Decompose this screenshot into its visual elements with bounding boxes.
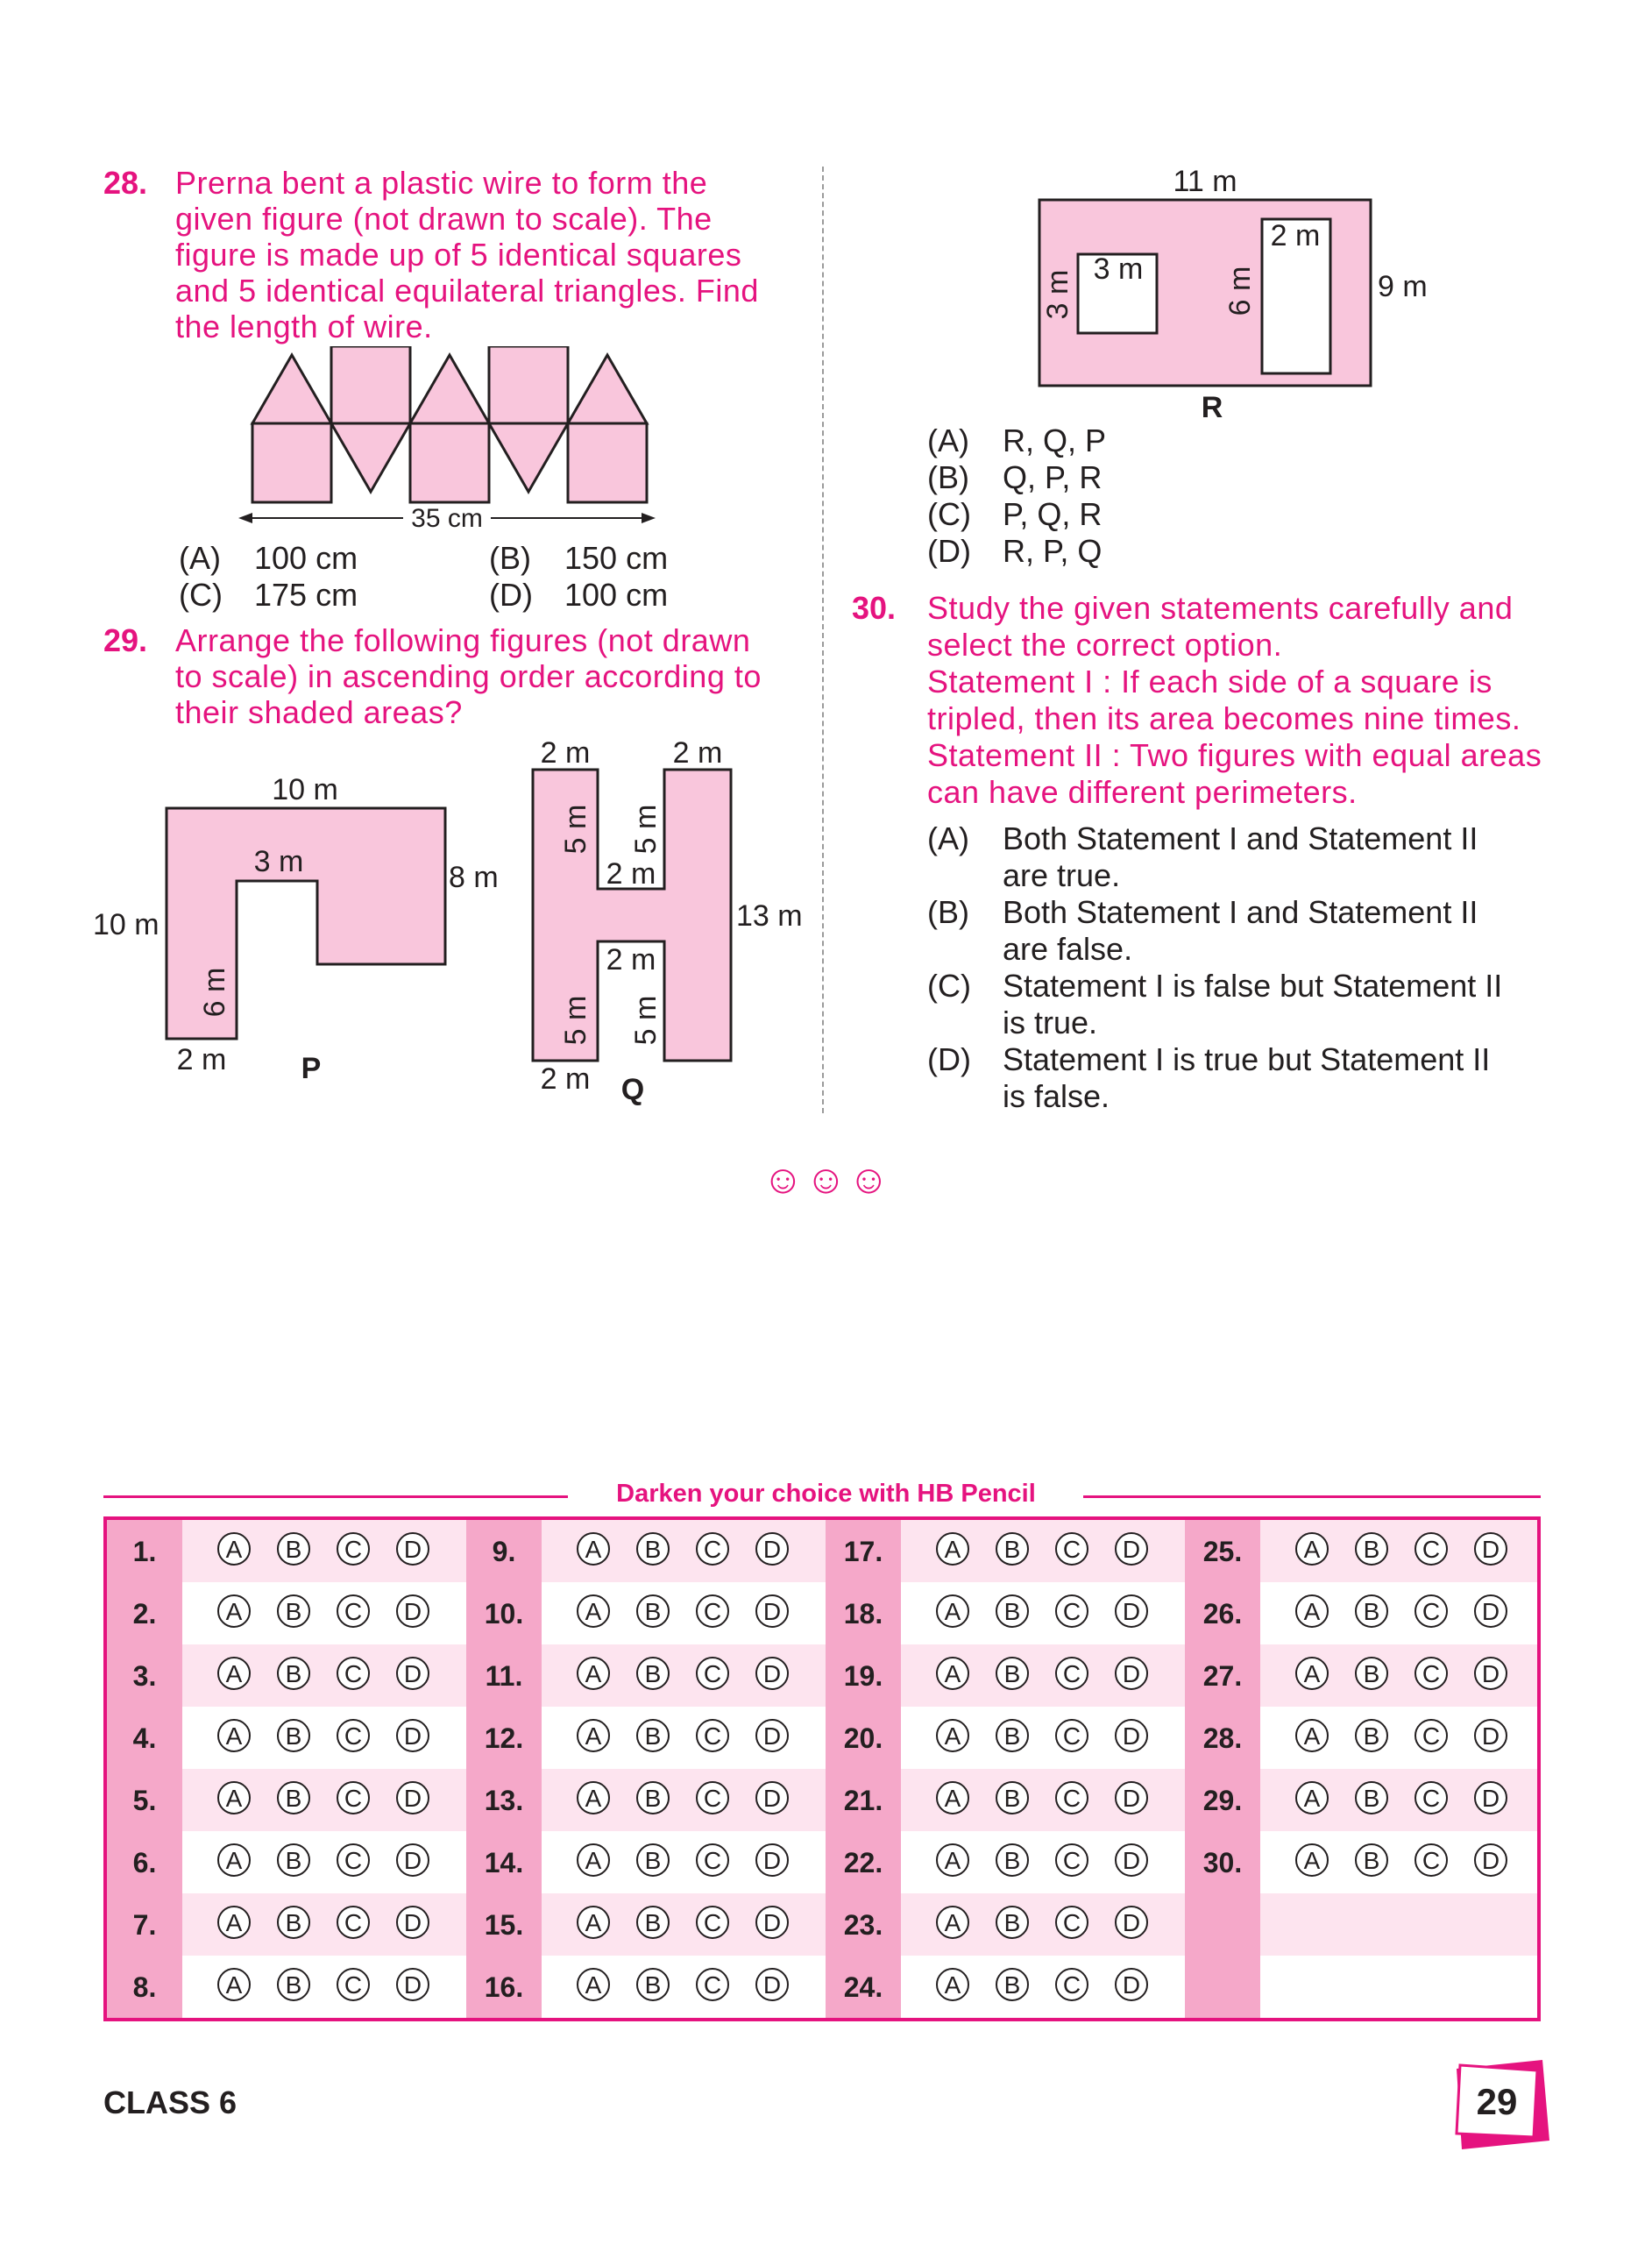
- question-number: 23.: [843, 1909, 883, 1941]
- answer-bubble-c[interactable]: C: [337, 1532, 370, 1566]
- answer-bubble-a[interactable]: A: [577, 1781, 610, 1814]
- page-number: 29: [1476, 2081, 1518, 2122]
- option-text: P, Q, R: [1003, 496, 1103, 532]
- answer-bubble-b[interactable]: B: [1355, 1532, 1388, 1566]
- answer-row: [107, 1582, 466, 1644]
- dim-label: 9 m: [1378, 270, 1428, 303]
- option-label: (A): [927, 820, 969, 856]
- answer-bubble-c[interactable]: C: [337, 1781, 370, 1814]
- answer-bubble-d[interactable]: D: [1474, 1657, 1507, 1690]
- option-text: 100 cm: [564, 577, 669, 613]
- answer-bubble-d[interactable]: D: [1474, 1532, 1507, 1566]
- answer-bubble-c[interactable]: C: [696, 1781, 729, 1814]
- option-text: Q, P, R: [1003, 459, 1103, 495]
- answer-bubble-d[interactable]: D: [396, 1781, 429, 1814]
- question-number: 17.: [843, 1536, 883, 1567]
- answer-bubble-d[interactable]: D: [1115, 1968, 1148, 2001]
- option-label: (D): [927, 1041, 971, 1077]
- dim-label: 11 m: [1173, 165, 1237, 198]
- answer-bubble-a[interactable]: A: [217, 1532, 251, 1566]
- answer-row: [1185, 1520, 1541, 1582]
- answer-bubble-d[interactable]: D: [396, 1532, 429, 1566]
- question-number: 5.: [132, 1785, 157, 1816]
- answer-bubble-b[interactable]: B: [636, 1968, 670, 2001]
- answer-bubble-c[interactable]: C: [1414, 1843, 1448, 1877]
- answer-bubble-b[interactable]: B: [1355, 1781, 1388, 1814]
- answer-row: [466, 1644, 826, 1707]
- question-30-line: Statement II : Two figures with equal areas: [927, 737, 1542, 773]
- answer-row: [826, 1707, 1185, 1769]
- answer-bubble-b[interactable]: B: [1355, 1719, 1388, 1752]
- question-number: 20.: [843, 1722, 883, 1754]
- question-number: 4.: [132, 1722, 157, 1754]
- option[interactable]: [927, 496, 1102, 533]
- answer-bubble-c[interactable]: C: [696, 1657, 729, 1690]
- option-text-cont: is true.: [1003, 1005, 1098, 1040]
- option-text: Statement I is false but Statement II: [1003, 968, 1503, 1004]
- smiley-icons: ☺☺☺: [762, 1156, 891, 1202]
- question-number: 18.: [843, 1598, 883, 1630]
- answer-bubble-c[interactable]: C: [696, 1968, 729, 2001]
- option-text: 150 cm: [564, 540, 669, 576]
- wire-dimension: 35 cm: [411, 504, 483, 533]
- option-label: (B): [489, 540, 531, 576]
- answer-bubble-b[interactable]: B: [996, 1781, 1029, 1814]
- answer-bubble-c[interactable]: C: [1414, 1781, 1448, 1814]
- question-number: 27.: [1202, 1660, 1243, 1692]
- dim-label: 10 m: [272, 773, 338, 806]
- dim-label: 2 m: [606, 943, 656, 976]
- question-28-line: and 5 identical equilateral triangles. Find: [175, 273, 759, 309]
- answer-bubble-b[interactable]: B: [1355, 1657, 1388, 1690]
- question-number: 6.: [132, 1847, 157, 1878]
- answer-bubble-b[interactable]: B: [277, 1906, 310, 1939]
- question-30-line: Study the given statements carefully and: [927, 590, 1514, 626]
- answer-bubble-c[interactable]: C: [696, 1843, 729, 1877]
- answer-row: [826, 1956, 1185, 2018]
- answer-bubble-b[interactable]: B: [636, 1906, 670, 1939]
- answer-bubble-a[interactable]: A: [217, 1968, 251, 2001]
- question-number: 21.: [843, 1785, 883, 1816]
- answer-bubble-a[interactable]: A: [1295, 1843, 1329, 1877]
- answer-bubble-b[interactable]: B: [996, 1906, 1029, 1939]
- answer-column: [826, 1520, 1185, 2018]
- option-label: (D): [489, 577, 533, 613]
- answer-bubble-d[interactable]: D: [1115, 1719, 1148, 1752]
- answer-bubble-c[interactable]: C: [696, 1594, 729, 1628]
- answer-bubble-d[interactable]: D: [755, 1594, 789, 1628]
- figure-p: [88, 763, 508, 1096]
- answer-bubble-a[interactable]: A: [1295, 1532, 1329, 1566]
- answer-row: [826, 1769, 1185, 1831]
- answer-row: [107, 1831, 466, 1893]
- answer-column: [1185, 1520, 1541, 2018]
- option-label: (D): [927, 533, 971, 569]
- answer-bubble-c[interactable]: C: [1055, 1968, 1088, 2001]
- question-28-line: figure is made up of 5 identical squares: [175, 237, 742, 273]
- answer-row: [466, 1831, 826, 1893]
- dim-label: 13 m: [736, 899, 803, 933]
- answer-bubble-a[interactable]: A: [577, 1906, 610, 1939]
- option-label: (A): [927, 423, 969, 458]
- question-number: 11.: [485, 1660, 523, 1692]
- option-text-cont: is false.: [1003, 1078, 1110, 1114]
- answer-bubble-c[interactable]: C: [1414, 1719, 1448, 1752]
- triangle: [568, 355, 647, 423]
- dim-label: 5 m: [629, 804, 663, 855]
- answer-bubble-b[interactable]: B: [1355, 1594, 1388, 1628]
- answer-row: [826, 1893, 1185, 1956]
- question-29-line: Arrange the following figures (not drawn: [175, 622, 751, 658]
- option-text: 175 cm: [254, 577, 358, 613]
- figure-r: [1034, 163, 1455, 426]
- option[interactable]: [927, 1041, 1544, 1115]
- answer-bubble-b[interactable]: B: [996, 1657, 1029, 1690]
- answer-bubble-d[interactable]: D: [755, 1781, 789, 1814]
- answer-bubble-d[interactable]: D: [755, 1657, 789, 1690]
- answer-bubble-c[interactable]: C: [1414, 1594, 1448, 1628]
- question-28-number: 28.: [103, 165, 148, 201]
- answer-bubble-d[interactable]: D: [1474, 1843, 1507, 1877]
- option-label: (A): [179, 540, 221, 576]
- option[interactable]: [179, 540, 358, 577]
- answer-bubble-d[interactable]: D: [1115, 1781, 1148, 1814]
- question-30-line: can have different perimeters.: [927, 774, 1358, 810]
- answer-column: [466, 1520, 826, 2018]
- answer-bubble-d[interactable]: D: [1115, 1594, 1148, 1628]
- answer-bubble-a[interactable]: A: [1295, 1719, 1329, 1752]
- answer-bubble-c[interactable]: C: [696, 1906, 729, 1939]
- answer-row: [107, 1769, 466, 1831]
- answer-bubble-b[interactable]: B: [996, 1719, 1029, 1752]
- answer-bubble-d[interactable]: D: [755, 1719, 789, 1752]
- option-text: R, Q, P: [1003, 423, 1107, 458]
- question-number: 19.: [843, 1660, 883, 1692]
- answer-bubble-c[interactable]: C: [1055, 1781, 1088, 1814]
- answer-row: [466, 1520, 826, 1582]
- question-30-line: tripled, then its area becomes nine times.: [927, 700, 1521, 736]
- answer-bubble-b[interactable]: B: [277, 1594, 310, 1628]
- answer-row: [1185, 1831, 1541, 1893]
- figure-q: [517, 733, 815, 1118]
- square: [410, 423, 489, 502]
- answer-bubble-c[interactable]: C: [696, 1719, 729, 1752]
- answer-bubble-d[interactable]: D: [396, 1719, 429, 1752]
- dim-label: 3 m: [1041, 269, 1074, 320]
- option[interactable]: [927, 459, 1102, 496]
- answer-bubble-d[interactable]: D: [755, 1968, 789, 2001]
- answer-bubble-b[interactable]: B: [996, 1532, 1029, 1566]
- answer-bubble-b[interactable]: B: [277, 1532, 310, 1566]
- option-text: Both Statement I and Statement II: [1003, 820, 1478, 856]
- answer-bubble-a[interactable]: A: [936, 1968, 969, 2001]
- triangle: [489, 423, 568, 492]
- answer-bubble-d[interactable]: D: [1115, 1532, 1148, 1566]
- question-29-line: to scale) in ascending order according to: [175, 658, 762, 694]
- sheet-rule-right: [1083, 1495, 1541, 1498]
- option-label: (C): [179, 577, 223, 613]
- dim-label: 2 m: [672, 736, 723, 770]
- option-text-cont: are true.: [1003, 857, 1121, 893]
- dim-label: 2 m: [540, 1062, 591, 1096]
- triangle: [331, 423, 410, 492]
- dim-label: 6 m: [198, 967, 231, 1018]
- figure-name: R: [1201, 391, 1223, 424]
- answer-bubble-d[interactable]: D: [396, 1968, 429, 2001]
- square: [252, 423, 331, 502]
- answer-bubble-c[interactable]: C: [337, 1968, 370, 2001]
- answer-row: [1185, 1644, 1541, 1707]
- number-cell-bg: [1185, 1956, 1260, 2018]
- question-28-line: given figure (not drawn to scale). The: [175, 201, 713, 237]
- answer-bubble-d[interactable]: D: [1474, 1594, 1507, 1628]
- question-number: 26.: [1202, 1598, 1243, 1630]
- answer-bubble-a[interactable]: A: [577, 1843, 610, 1877]
- answer-bubble-b[interactable]: B: [277, 1781, 310, 1814]
- question-number: 2.: [132, 1598, 157, 1630]
- option-label: (C): [927, 968, 971, 1004]
- number-cell-bg: [1185, 1893, 1260, 1956]
- answer-bubble-b[interactable]: B: [996, 1594, 1029, 1628]
- answer-bubble-b[interactable]: B: [636, 1781, 670, 1814]
- answer-bubble-a[interactable]: A: [217, 1657, 251, 1690]
- answer-row: [1185, 1707, 1541, 1769]
- dim-label: 8 m: [449, 861, 499, 894]
- answer-bubble-d[interactable]: D: [396, 1843, 429, 1877]
- answer-bubble-a[interactable]: A: [936, 1594, 969, 1628]
- answer-row: [107, 1956, 466, 2018]
- answer-bubble-b[interactable]: B: [636, 1532, 670, 1566]
- answer-bubble-d[interactable]: D: [1474, 1719, 1507, 1752]
- answer-row: [826, 1831, 1185, 1893]
- answer-row: [1185, 1893, 1541, 1956]
- option-text: Statement I is true but Statement II: [1003, 1041, 1491, 1077]
- option[interactable]: [927, 894, 1544, 968]
- question-number: 16.: [484, 1971, 524, 2003]
- answer-bubble-d[interactable]: D: [1115, 1906, 1148, 1939]
- answer-bubble-a[interactable]: A: [577, 1719, 610, 1752]
- triangle: [410, 355, 489, 423]
- answer-row: [107, 1520, 466, 1582]
- answer-bubble-b[interactable]: B: [636, 1657, 670, 1690]
- answer-bubble-b[interactable]: B: [996, 1843, 1029, 1877]
- answer-bubble-d[interactable]: D: [1115, 1843, 1148, 1877]
- answer-row: [826, 1644, 1185, 1707]
- question-29-number: 29.: [103, 622, 148, 658]
- question-number: 3.: [132, 1660, 157, 1692]
- question-number: 28.: [1202, 1722, 1243, 1754]
- dim-label: 2 m: [1270, 219, 1321, 252]
- answer-bubble-c[interactable]: C: [1055, 1532, 1088, 1566]
- option[interactable]: [489, 577, 668, 614]
- answer-bubble-b[interactable]: B: [636, 1594, 670, 1628]
- answer-row: [826, 1582, 1185, 1644]
- answer-row: [826, 1520, 1185, 1582]
- option[interactable]: [927, 820, 1544, 894]
- question-30-line: Statement I : If each side of a square is: [927, 664, 1492, 699]
- answer-bubble-d[interactable]: D: [396, 1657, 429, 1690]
- answer-bubble-c[interactable]: C: [337, 1843, 370, 1877]
- question-number: 13.: [484, 1785, 524, 1816]
- answer-bubble-a[interactable]: A: [217, 1906, 251, 1939]
- dim-label: 3 m: [253, 845, 304, 878]
- answer-row: [466, 1893, 826, 1956]
- answer-bubble-a[interactable]: A: [936, 1719, 969, 1752]
- answer-bubble-d[interactable]: D: [396, 1906, 429, 1939]
- answer-row: [466, 1956, 826, 2018]
- option-text: 100 cm: [254, 540, 358, 576]
- answer-bubble-b[interactable]: B: [277, 1719, 310, 1752]
- answer-bubble-d[interactable]: D: [755, 1532, 789, 1566]
- dim-label: 5 m: [559, 995, 592, 1046]
- dim-label: 5 m: [559, 804, 592, 855]
- answer-bubble-a[interactable]: A: [577, 1532, 610, 1566]
- answer-bubble-c[interactable]: C: [1055, 1906, 1088, 1939]
- answer-bubble-c[interactable]: C: [696, 1532, 729, 1566]
- figure-name: P: [301, 1052, 322, 1085]
- answer-bubble-a[interactable]: A: [577, 1968, 610, 2001]
- answer-bubble-a[interactable]: A: [936, 1532, 969, 1566]
- question-28-line: the length of wire.: [175, 309, 433, 344]
- answer-row: [466, 1769, 826, 1831]
- question-30-line: select the correct option.: [927, 627, 1283, 663]
- answer-bubble-d[interactable]: D: [755, 1843, 789, 1877]
- question-number: 30.: [1202, 1847, 1243, 1878]
- square: [331, 346, 410, 423]
- answer-row: [1185, 1582, 1541, 1644]
- answer-bubble-a[interactable]: A: [936, 1781, 969, 1814]
- dim-label: 2 m: [540, 736, 591, 770]
- question-number: 14.: [484, 1847, 524, 1878]
- answer-row: [1185, 1769, 1541, 1831]
- option[interactable]: [489, 540, 668, 577]
- option-label: (C): [927, 496, 971, 532]
- question-28-line: Prerna bent a plastic wire to form the: [175, 165, 708, 201]
- question-number: 10.: [484, 1598, 524, 1630]
- option[interactable]: [927, 423, 1106, 459]
- figure-name: Q: [620, 1073, 645, 1106]
- answer-bubble-a[interactable]: A: [217, 1719, 251, 1752]
- square: [568, 423, 647, 502]
- question-number: 24.: [843, 1971, 883, 2003]
- answer-bubble-b[interactable]: B: [1355, 1843, 1388, 1877]
- question-number: 15.: [484, 1909, 524, 1941]
- answer-bubble-c[interactable]: C: [1055, 1719, 1088, 1752]
- question-number: 25.: [1202, 1536, 1243, 1567]
- answer-bubble-c[interactable]: C: [1414, 1532, 1448, 1566]
- answer-sheet: [103, 1516, 1541, 2021]
- answer-bubble-b[interactable]: B: [996, 1968, 1029, 2001]
- triangle: [252, 355, 331, 423]
- page-number-badge: [1448, 2056, 1553, 2153]
- answer-bubble-c[interactable]: C: [1055, 1843, 1088, 1877]
- answer-bubble-a[interactable]: A: [1295, 1594, 1329, 1628]
- dim-label: 5 m: [629, 995, 663, 1046]
- dim-label: 2 m: [606, 857, 656, 891]
- question-number: 29.: [1202, 1785, 1243, 1816]
- question-number: 1.: [132, 1536, 157, 1567]
- dim-label: 3 m: [1093, 252, 1144, 286]
- question-30-number: 30.: [852, 590, 897, 626]
- question-number: 22.: [843, 1847, 883, 1878]
- dim-label: 2 m: [176, 1043, 227, 1076]
- column-divider: [822, 167, 824, 1113]
- answer-bubble-a[interactable]: A: [936, 1843, 969, 1877]
- answer-sheet-title: Darken your choice with HB Pencil: [616, 1480, 1036, 1508]
- answer-bubble-a[interactable]: A: [1295, 1781, 1329, 1814]
- answer-bubble-c[interactable]: C: [1055, 1657, 1088, 1690]
- question-number: 9.: [492, 1536, 516, 1567]
- option-label: (B): [927, 894, 969, 930]
- answer-bubble-a[interactable]: A: [1295, 1657, 1329, 1690]
- answer-bubble-c[interactable]: C: [337, 1594, 370, 1628]
- answer-column: [107, 1520, 466, 2018]
- answer-bubble-b[interactable]: B: [277, 1657, 310, 1690]
- answer-bubble-b[interactable]: B: [636, 1719, 670, 1752]
- answer-bubble-d[interactable]: D: [1474, 1781, 1507, 1814]
- answer-bubble-d[interactable]: D: [396, 1594, 429, 1628]
- square: [489, 346, 568, 423]
- answer-bubble-b[interactable]: B: [636, 1843, 670, 1877]
- answer-row: [107, 1707, 466, 1769]
- answer-bubble-c[interactable]: C: [1414, 1657, 1448, 1690]
- answer-bubble-c[interactable]: C: [1055, 1594, 1088, 1628]
- wire-figure: [237, 346, 657, 539]
- answer-row: [466, 1582, 826, 1644]
- question-number: 12.: [484, 1722, 524, 1754]
- answer-bubble-a[interactable]: A: [936, 1657, 969, 1690]
- answer-bubble-d[interactable]: D: [1115, 1657, 1148, 1690]
- answer-bubble-a[interactable]: A: [217, 1594, 251, 1628]
- answer-bubble-c[interactable]: C: [337, 1657, 370, 1690]
- dim-label: 10 m: [93, 908, 160, 941]
- option-text: R, P, Q: [1003, 533, 1103, 569]
- answer-bubble-b[interactable]: B: [277, 1843, 310, 1877]
- option-text-cont: are false.: [1003, 931, 1133, 967]
- answer-bubble-a[interactable]: A: [577, 1657, 610, 1690]
- option[interactable]: [179, 577, 358, 614]
- answer-bubble-a[interactable]: A: [577, 1594, 610, 1628]
- answer-bubble-c[interactable]: C: [337, 1906, 370, 1939]
- answer-bubble-a[interactable]: A: [936, 1906, 969, 1939]
- question-29-line: their shaded areas?: [175, 694, 463, 730]
- answer-bubble-c[interactable]: C: [337, 1719, 370, 1752]
- answer-bubble-b[interactable]: B: [277, 1968, 310, 2001]
- option-text: Both Statement I and Statement II: [1003, 894, 1478, 930]
- answer-row: [107, 1893, 466, 1956]
- answer-row: [1185, 1956, 1541, 2018]
- question-number: 8.: [132, 1971, 157, 2003]
- option-label: (B): [927, 459, 969, 495]
- dim-label: 6 m: [1223, 266, 1257, 316]
- answer-row: [466, 1707, 826, 1769]
- option[interactable]: [927, 533, 1102, 570]
- option[interactable]: [927, 968, 1544, 1041]
- class-label: CLASS 6: [103, 2084, 238, 2120]
- question-number: 7.: [132, 1909, 157, 1941]
- answer-bubble-a[interactable]: A: [217, 1843, 251, 1877]
- answer-bubble-d[interactable]: D: [755, 1906, 789, 1939]
- answer-bubble-a[interactable]: A: [217, 1781, 251, 1814]
- answer-row: [107, 1644, 466, 1707]
